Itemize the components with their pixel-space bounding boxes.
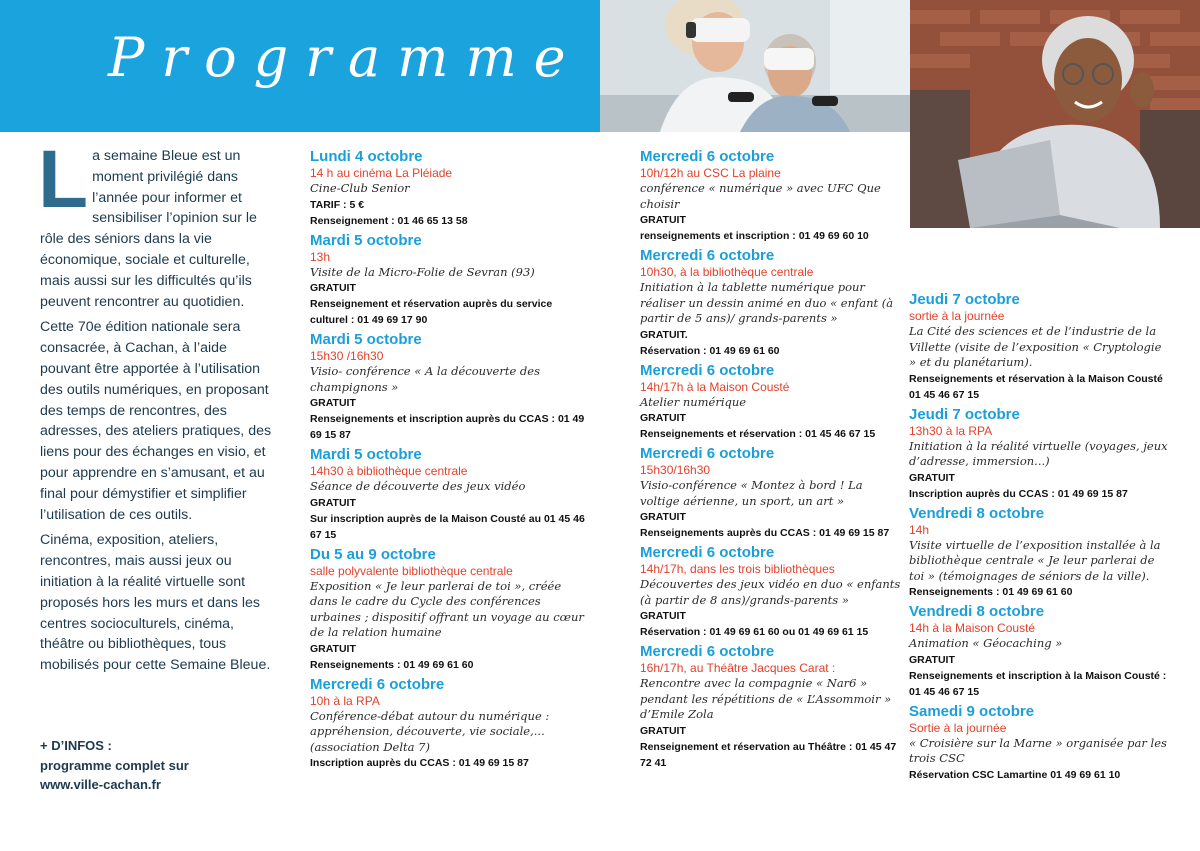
event-contact: Réservation : 01 49 69 61 60 ou 01 49 69 61 15 [640,626,869,638]
program-event [909,406,1169,502]
more-info-heading: + D’INFOS : [40,738,112,753]
event-day: Mardi 5 octobre [310,446,422,463]
event-description: Cine-Club Senior [310,181,410,195]
event-description: Visio-conférence « Montez à bord ! La voltige aérienne, un sport, un art » [640,478,863,508]
event-day: Mercredi 6 octobre [310,675,445,693]
event-time-place: 10h/12h au CSC La plaine [640,166,781,180]
intro-paragraph: Cette 70e édition nationale sera consacrée, à Cachan, à l’aide pouvant être apportée à l’utilisation des outils numériques, en proposant des temps de rencontres, des adresses, des ateliers pratiques, des liens pour des échanges en visio, et pour apprendre en s’amusant, et au final pour démystifier et simplifier l’utilisation de ces outils. [40,319,272,523]
event-contact: Réservation CSC Lamartine 01 49 69 61 10 [909,768,1121,781]
event-time-place: 15h30/16h30 [640,463,711,477]
event-time-place: 10h à la RPA [310,693,380,708]
intro-paragraph: a semaine Bleue est un moment privilégié dans l’année pour informer et sensibiliser l’opinion sur le rôle des séniors dans la vie économique, sociale et culturelle, mais aussi sur les difficultés qu’ils peuvent rencontrer au quotidien. [40,148,257,310]
event-time-place: 14h30 à bibliothèque centrale [310,464,468,478]
event-price: GRATUIT [909,471,955,484]
event-contact: Renseignements : 01 49 69 61 60 [310,658,474,671]
event-contact: Renseignement : 01 46 65 13 58 [310,214,468,227]
event-price: GRATUIT [640,214,686,226]
event-time-place: 14h/17h, dans les trois bibliothèques [640,562,835,576]
event-contact: Renseignement et réservation auprès du service culturel : 01 49 69 17 90 [310,298,553,326]
event-description: Séance de découverte des jeux vidéo [310,479,526,493]
event-price: GRATUIT [640,724,686,737]
program-event [310,148,592,229]
event-contact: renseignements et inscription : 01 49 69 60 10 [640,230,869,242]
event-price: GRATUIT [310,397,356,409]
intro-paragraph: Cinéma, exposition, ateliers, rencontres, mais aussi jeux ou initiation à la réalité virtuelle sont proposés hors les murs et dans les centres socioculturels, cinéma, théâtre ou bibliothèques, tous mobilisés pour cette Semaine Bleue. [40,532,271,674]
event-description: Exposition « Je leur parlerai de toi », créée dans le cadre du Cycle des conférences urbaines ; dispositif offrant un voyage au cœur de la relation humaine [310,578,584,639]
event-contact: Inscription auprès du CCAS : 01 49 69 15 87 [310,757,529,769]
event-day: Mercredi 6 octobre [640,361,775,379]
event-description: Rencontre avec la compagnie « Nar6 » pendant les répétitions de « L’Assommoir » d’Emile Zola [640,676,892,721]
event-contact: Inscription auprès du CCAS : 01 49 69 15 87 [909,487,1128,500]
intro-dropcap: L [38,134,89,225]
event-description: Atelier numérique [640,394,747,409]
event-price: GRATUIT [310,642,356,655]
event-day: Lundi 4 octobre [310,148,423,165]
program-event [640,445,902,541]
program-event [310,232,592,329]
grandmother-laptop-illustration [910,0,1200,228]
vr-seniors-illustration [600,0,910,132]
more-info-block [40,736,280,795]
program-event [909,703,1169,783]
event-day: Jeudi 7 octobre [909,405,1020,423]
event-day: Mercredi 6 octobre [640,544,775,561]
event-description: Conférence-débat autour du numérique : appréhension, découverte, vie sociale,... (association Delta 7) [310,708,550,754]
event-day: Mercredi 6 octobre [640,247,775,264]
event-time-place: salle polyvalente bibliothèque centrale [310,563,513,578]
event-description: conférence « numérique » avec UFC Que choisir [640,181,881,211]
event-description: La Cité des sciences et de l’industrie de la Villette (visite de l’exposition « Cryptologie » et du planétarium). [909,324,1162,369]
event-contact: Renseignements auprès du CCAS : 01 49 69 15 87 [640,527,890,539]
program-event [640,643,902,771]
program-event [909,603,1169,700]
more-info-text: programme complet sur [40,757,189,773]
event-day: Jeudi 7 octobre [909,291,1020,308]
event-time-place: 14 h au cinéma La Pléiade [310,166,453,180]
event-time-place: 13h [310,249,331,264]
program-event [640,148,902,244]
event-day: Mercredi 6 octobre [640,445,775,462]
program-event [310,446,592,543]
page-title: Programme [108,26,583,89]
event-day: Samedi 9 octobre [909,702,1035,720]
event-contact: Renseignements et réservation : 01 45 46 67 15 [640,428,876,440]
event-price: GRATUIT [909,653,955,666]
program-event [640,362,902,443]
event-day: Vendredi 8 octobre [909,603,1045,620]
event-price: GRATUIT [640,412,686,424]
event-day: Mardi 5 octobre [310,331,422,348]
event-description: Visite virtuelle de l’exposition installée à la bibliothèque centrale « Je leur parlerai de toi » (témoignages de séniors de la ville). [909,537,1161,583]
event-description: Visio- conférence « A la découverte des champignons » [310,364,540,394]
event-description: Initiation à la réalité virtuelle (voyages, jeux d’adresse, immersion...) [909,438,1168,468]
event-description: « Croisière sur la Marne » organisée par les trois CSC [909,735,1167,765]
grandmother-laptop-photo [910,0,1200,228]
event-contact: Renseignements et inscription auprès du CCAS : 01 49 69 15 87 [310,413,585,441]
event-contact: Renseignements et inscription à la Maison Cousté : 01 45 46 67 15 [909,669,1167,698]
event-time-place: Sortie à la journée [909,720,1007,735]
program-column-2 [640,148,902,774]
event-time-place: 16h/17h, au Théâtre Jacques Carat : [640,661,836,675]
program-event [310,546,592,673]
program-column-1 [310,148,592,774]
event-time-place: sortie à la journée [909,309,1005,323]
event-day: Du 5 au 9 octobre [310,545,436,563]
program-event [640,544,902,640]
vr-seniors-photo [600,0,910,132]
event-time-place: 15h30 /16h30 [310,349,384,363]
program-event [640,247,902,359]
program-event [310,676,592,772]
event-contact: Renseignement et réservation au Théâtre : 01 45 47 72 41 [640,740,897,769]
event-contact: Sur inscription auprès de la Maison Cousté au 01 45 46 67 15 [310,512,585,541]
event-price: GRATUIT [310,282,356,294]
event-description: Initiation à la tablette numérique pour réaliser un dessin animé en duo « enfant (à partir de 5 ans)/ grands-parents » [640,280,894,325]
program-event [909,291,1169,403]
event-price: GRATUIT. [640,328,688,341]
event-description: Visite de la Micro-Folie de Sevran (93) [310,264,535,279]
event-time-place: 14h/17h à la Maison Cousté [640,379,790,394]
event-price: GRATUIT [310,496,356,509]
event-time-place: 14h à la Maison Cousté [909,621,1036,635]
event-day: Mercredi 6 octobre [640,643,775,660]
event-time-place: 14h [909,522,930,537]
event-contact: Renseignements et réservation à la Maison Cousté 01 45 46 67 15 [909,372,1163,401]
event-day: Vendredi 8 octobre [909,504,1045,522]
program-column-3 [909,291,1169,786]
program-event [310,331,592,443]
event-price: GRATUIT [640,610,686,622]
header-band [0,0,600,132]
event-contact: Renseignements : 01 49 69 61 60 [909,586,1073,598]
event-description: Découvertes des jeux vidéo en duo « enfants (à partir de 8 ans)/grands-parents » [640,577,901,607]
intro-text [38,134,272,681]
event-contact: Réservation : 01 49 69 61 60 [640,344,780,357]
event-time-place: 10h30, à la bibliothèque centrale [640,265,814,279]
event-price: GRATUIT [640,511,686,523]
event-price: TARIF : 5 € [310,198,365,211]
program-event [909,505,1169,601]
more-info-link[interactable]: www.ville-cachan.fr [40,777,161,792]
event-day: Mercredi 6 octobre [640,148,775,165]
event-day: Mardi 5 octobre [310,231,422,249]
event-time-place: 13h30 à la RPA [909,423,993,438]
event-description: Animation « Géocaching » [909,636,1063,650]
